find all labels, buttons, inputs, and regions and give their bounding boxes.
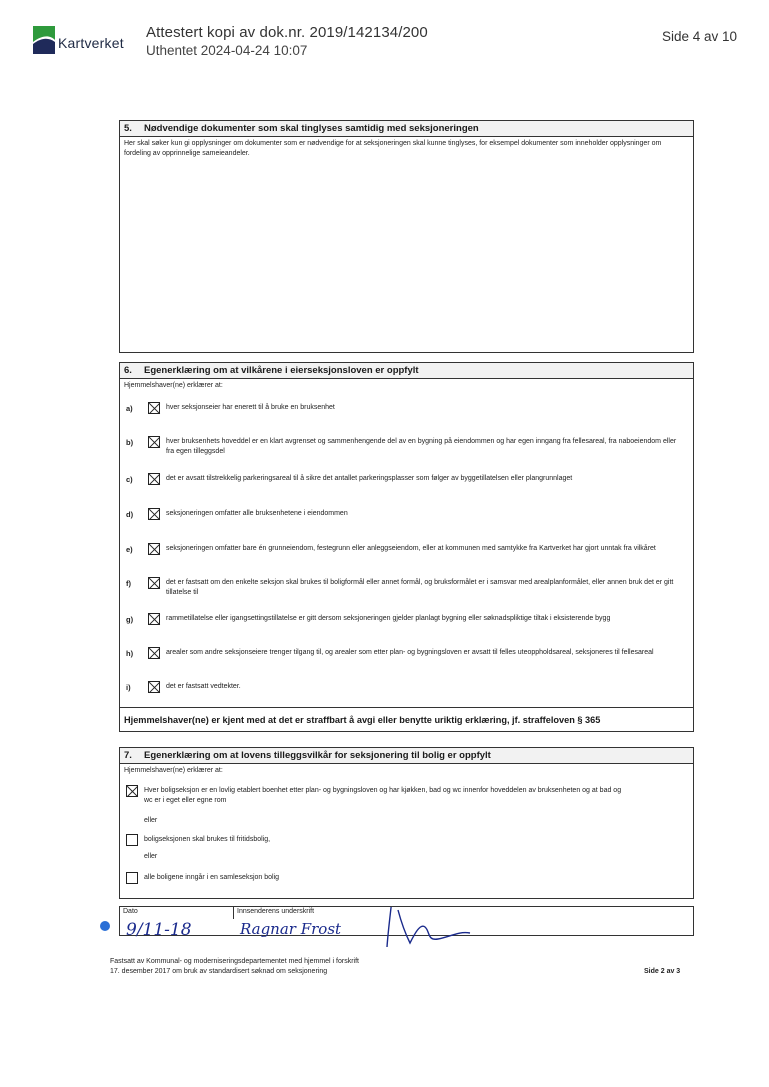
form-footer: [110, 957, 690, 977]
signature-box: [119, 906, 694, 940]
item-text: arealer som andre seksjonseiere trenger tilgang til, og arealer som etter plan- og bygningsloven er avsatt til felles uteoppholdsareal, seksjoneres til fellesareal: [166, 649, 654, 656]
handwritten-date: 9/11-18: [126, 920, 192, 940]
checkbox-checked[interactable]: [148, 543, 160, 555]
section-5: [119, 120, 694, 353]
item-text: seksjoneringen omfatter bare én grunneiendom, festegrunn eller anleggseiendom, eller at kommunen med samtykke fra Kartverket har gjort unntak fra vilkåret: [166, 545, 656, 552]
section-5-instructions: Her skal søker kun gi opplysninger om dokumenter som er nødvendige for at seksjoneringen skal kunne tinglyses, for eksempel dokumenter som inneholder opplysninger om fordeling av opprinnelige sameieandeler.: [124, 140, 662, 157]
item-label: a): [126, 404, 133, 413]
checkbox-checked[interactable]: [148, 681, 160, 693]
section-6-intro: Hjemmelshaver(ne) erklærer at:: [124, 382, 223, 389]
section-6-number: 6.: [124, 365, 132, 376]
checkbox-checked[interactable]: [148, 436, 160, 448]
item-label: h): [126, 649, 134, 658]
checkbox-checked[interactable]: [148, 473, 160, 485]
item-text: det er avsatt tilstrekkelig parkeringsareal til å sikre det antallet parkeringsplasser som følger av byggetillatelsen eller plangrunnlaget: [166, 475, 573, 482]
item-text: boligseksjonen skal brukes til fritidsbolig,: [144, 836, 271, 843]
section-7: [119, 747, 694, 899]
logo-text: Kartverket: [58, 35, 124, 51]
signer-label: Innsenderens underskrift: [237, 908, 315, 915]
section-7-intro: Hjemmelshaver(ne) erklærer at:: [124, 767, 223, 774]
section-5-number: 5.: [124, 123, 132, 134]
section-6-heading: Egenerklæring om at vilkårene i eierseksjonsloven er oppfylt: [144, 365, 419, 376]
checkbox-checked[interactable]: [148, 508, 160, 520]
criminal-liability-warning: Hjemmelshaver(ne) er kjent med at det er straffbart å avgi eller benytte uriktig erklæring, jf. straffeloven § 365: [119, 707, 694, 732]
item-label: b): [126, 438, 134, 447]
footer-line-2: 17. desember 2017 om bruk av standardisert søknad om seksjonering: [110, 968, 328, 975]
section-5-title: [120, 121, 693, 137]
item-text: alle boligene inngår i en samleseksjon bolig: [144, 874, 280, 881]
document-header: [0, 0, 769, 70]
checkbox-unchecked[interactable]: [126, 872, 138, 884]
item-text: hver seksjonseier har enerett til å bruke en bruksenhet: [166, 404, 335, 411]
item-label: i): [126, 683, 131, 692]
section-7-title: [120, 748, 693, 764]
item-text: seksjoneringen omfatter alle bruksenhetene i eiendommen: [166, 510, 348, 517]
checkbox-checked[interactable]: [148, 647, 160, 659]
section-5-heading: Nødvendige dokumenter som skal tinglyses samtidig med seksjoneringen: [144, 123, 479, 134]
page-indicator: Side 4 av 10: [662, 29, 738, 44]
section-7-heading: Egenerklæring om at lovens tilleggsvilkår for seksjonering til bolig er oppfylt: [144, 750, 491, 761]
item-text: det er fastsatt om den enkelte seksjon skal brukes til boligformål eller annet formål, og bruksformålet er i samsvar med arealplanformålet, eller annen bruk det er gitt tillatelse til: [166, 579, 674, 596]
checkbox-checked[interactable]: [148, 577, 160, 589]
or-label: eller: [144, 817, 158, 824]
item-label: e): [126, 545, 133, 554]
item-text: det er fastsatt vedtekter.: [166, 683, 241, 690]
footer-page: Side 2 av 3: [644, 968, 681, 975]
section-7-number: 7.: [124, 750, 132, 761]
checkbox-unchecked[interactable]: [126, 834, 138, 846]
handwriting-svg: [120, 907, 540, 951]
item-label: c): [126, 475, 133, 484]
item-text: Hver boligseksjon er en lovlig etablert boenhet etter plan- og bygningsloven og har kjøkken, bad og wc innenfor hoveddelen av bruksenheten og at bad og wc er i eget eller egne rom: [144, 787, 622, 804]
section-6: [119, 362, 694, 708]
or-label: eller: [144, 853, 158, 860]
date-label: Dato: [123, 908, 138, 915]
checkbox-checked[interactable]: [126, 785, 138, 797]
checkbox-checked[interactable]: [148, 402, 160, 414]
section-6-items: [120, 363, 695, 709]
checkbox-checked[interactable]: [148, 613, 160, 625]
item-text: hver bruksenhets hoveddel er en klart avgrenset og sammenhengende del av en bygning på eiendommen og har egen inngang fra fellesareal, fra naboeiendom eller fra egen tilleggsdel: [166, 438, 677, 455]
annotation-dot-icon: [100, 921, 110, 931]
signature-scribble-icon: [387, 907, 470, 947]
item-label: f): [126, 579, 131, 588]
item-text: rammetillatelse eller igangsettingstillatelse er gitt dersom seksjoneringen gjelder planlagt bygning eller søknadspliktige tiltak i eksisterende bygg: [166, 615, 611, 622]
item-label: d): [126, 510, 134, 519]
item-label: g): [126, 615, 134, 624]
fetched-timestamp: Uthentet 2024-04-24 10:07: [146, 43, 308, 58]
kartverket-logo-icon: [33, 26, 55, 54]
document-title: Attestert kopi av dok.nr. 2019/142134/200: [146, 24, 428, 41]
handwritten-name: Ragnar Frost: [240, 920, 342, 938]
footer-line-1: Fastsatt av Kommunal- og moderniseringsdepartementet med hjemmel i forskrift: [110, 958, 359, 965]
